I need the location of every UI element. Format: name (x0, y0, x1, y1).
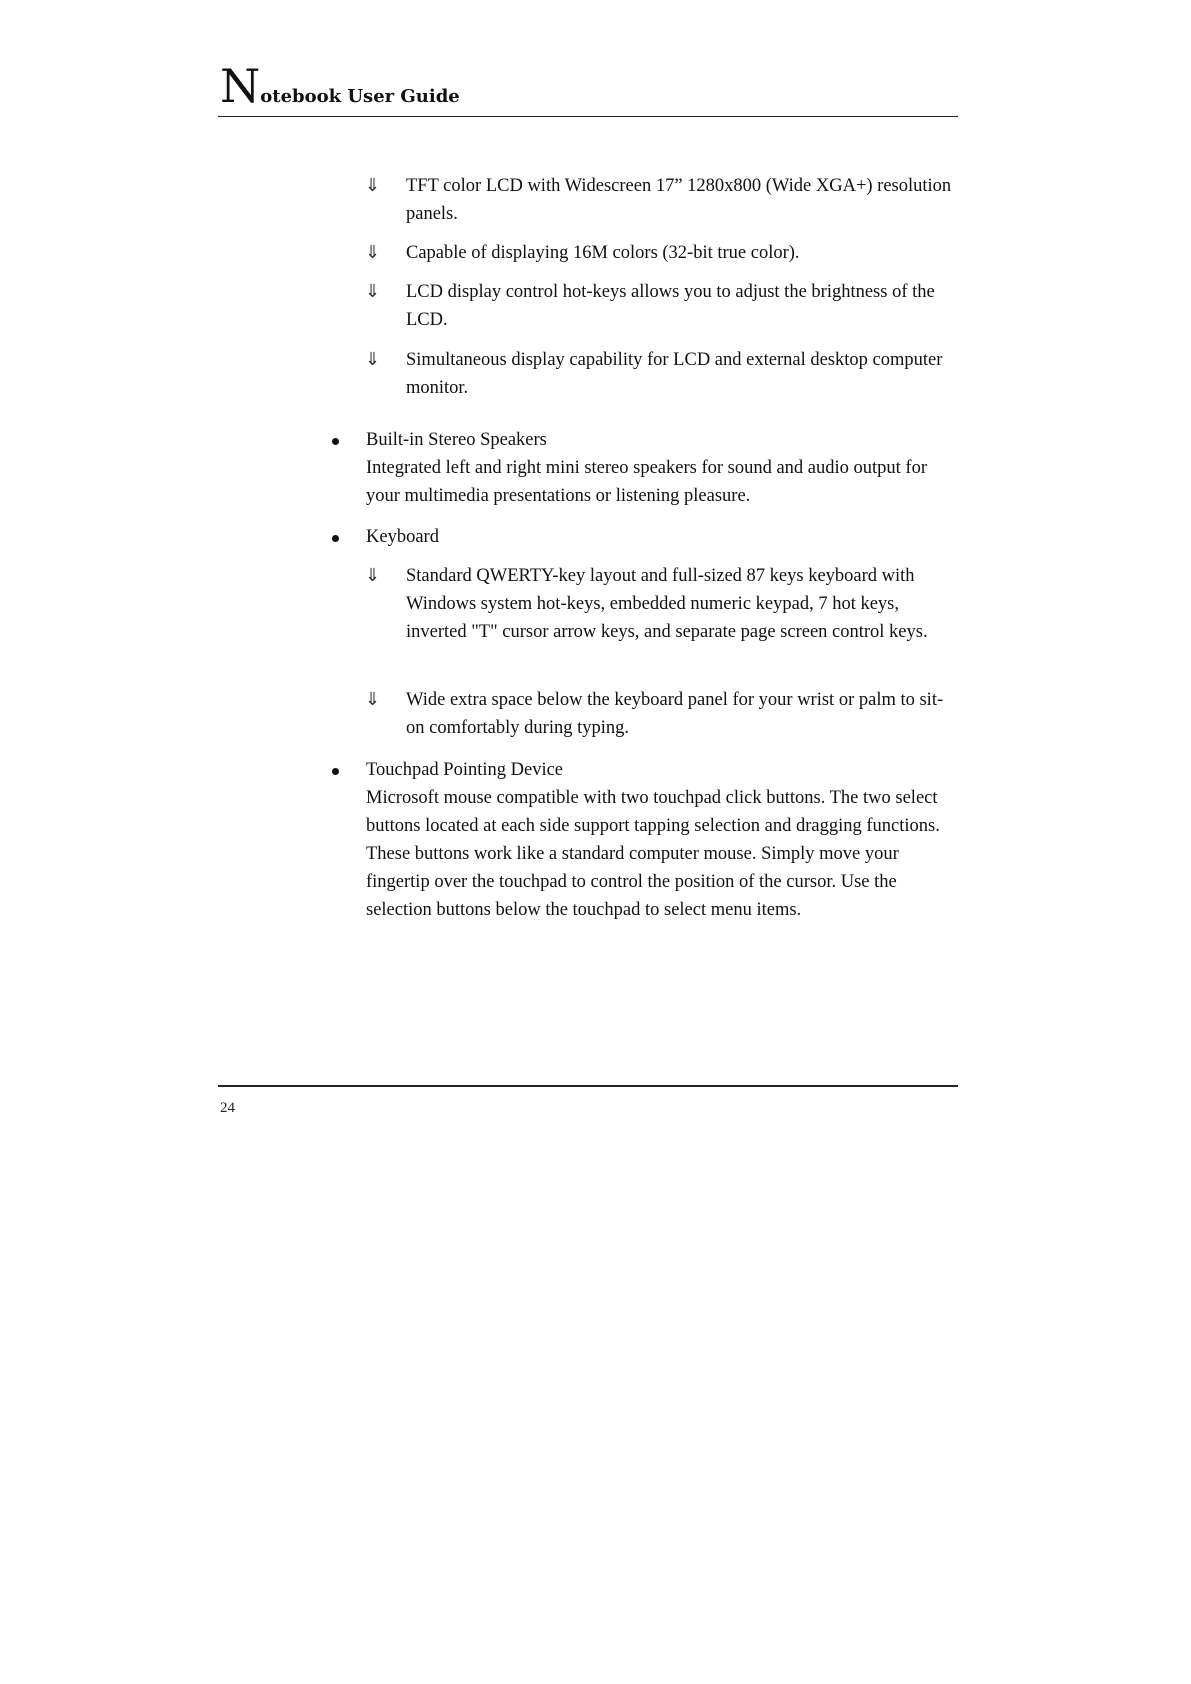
keyboard-feature-text: Wide extra space below the keyboard panel for your wrist or palm to sit-on comfortably during typing. (406, 690, 944, 738)
speakers-title: Built-in Stereo Speakers (366, 430, 547, 450)
down-arrow-icon: ⇓ (365, 281, 381, 302)
speakers-description: Integrated left and right mini stereo speakers for sound and audio output for your multimedia presentations or listening pleasure. (366, 458, 928, 506)
bullet-icon (332, 535, 339, 542)
down-arrow-icon: ⇓ (365, 565, 381, 586)
down-arrow-icon: ⇓ (365, 349, 381, 370)
display-feature-text: LCD display control hot-keys allows you to adjust the brightness of the LCD. (406, 282, 935, 330)
page-number: 24 (220, 1100, 235, 1116)
bullet-icon (332, 768, 339, 775)
bullet-icon (332, 438, 339, 445)
touchpad-title: Touchpad Pointing Device (366, 760, 564, 780)
display-feature-text: Simultaneous display capability for LCD and external desktop computer monitor. (406, 350, 943, 398)
header-title-rest: otebook User Guide (260, 86, 460, 107)
display-feature-text: Capable of displaying 16M colors (32-bit true color). (406, 243, 800, 263)
down-arrow-icon: ⇓ (365, 175, 381, 196)
down-arrow-icon: ⇓ (365, 689, 381, 710)
header-title-initial: N (220, 59, 261, 113)
display-feature-text: TFT color LCD with Widescreen 17” 1280x800 (Wide XGA+) resolution panels. (406, 176, 952, 224)
down-arrow-icon: ⇓ (365, 242, 381, 263)
touchpad-description: Microsoft mouse compatible with two touchpad click buttons. The two select buttons located at each side support tapping selection and dragging functions. These buttons work like a standard computer mouse. Simply move your fingertip over the touchpad to control the position of the cursor. Use the selection buttons below the touchpad to select menu items. (366, 788, 940, 920)
footer-divider (218, 1085, 958, 1087)
keyboard-feature-text: Standard QWERTY-key layout and full-sized 87 keys keyboard with Windows system hot-keys, embedded numeric keypad, 7 hot keys, inverted "T" cursor arrow keys, and separate page screen control keys. (406, 566, 928, 642)
keyboard-title: Keyboard (366, 527, 439, 547)
